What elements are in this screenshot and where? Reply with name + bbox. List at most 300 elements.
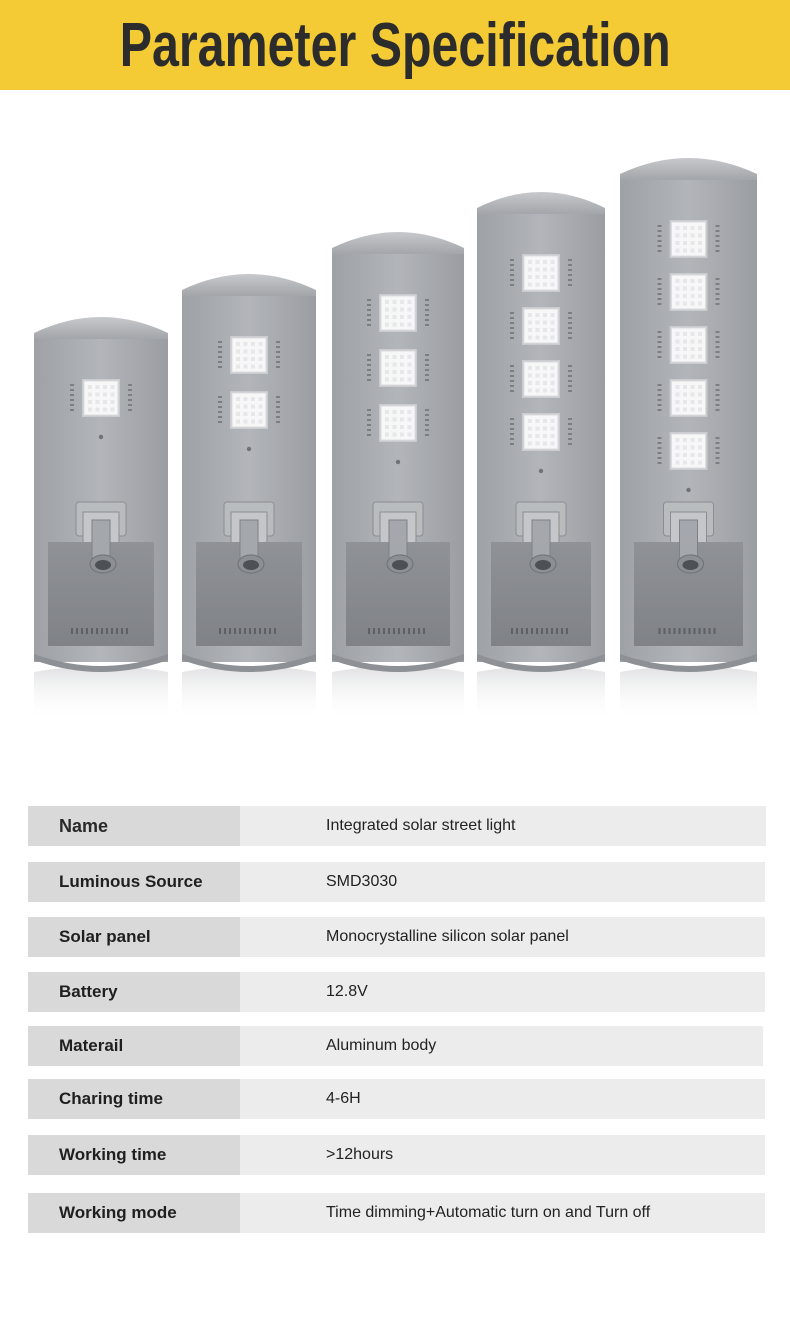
vent-slot xyxy=(658,399,662,401)
vent-slot xyxy=(716,250,720,252)
led-chip xyxy=(393,315,397,319)
led-chip xyxy=(536,427,540,431)
led-chip xyxy=(400,370,404,374)
vent-slot xyxy=(716,437,720,439)
box-vent xyxy=(674,628,676,634)
box-vent xyxy=(423,628,425,634)
led-chip xyxy=(536,313,540,317)
vent-slot xyxy=(510,418,514,420)
led-chip xyxy=(691,241,695,245)
product-image xyxy=(0,90,790,770)
vent-slot xyxy=(568,337,572,339)
light-reflection xyxy=(477,666,605,722)
vent-slot xyxy=(128,384,132,386)
vent-slot xyxy=(510,259,514,261)
vent-slot xyxy=(568,269,572,271)
vent-slot xyxy=(716,245,720,247)
vent-slot xyxy=(658,356,662,358)
vent-slot xyxy=(568,317,572,319)
led-chip xyxy=(698,226,702,230)
vent-slot xyxy=(510,380,514,382)
vent-slot xyxy=(716,409,720,411)
vent-slot xyxy=(128,389,132,391)
led-chip xyxy=(408,300,412,304)
led-chip xyxy=(536,374,540,378)
led-chip xyxy=(528,260,532,264)
vent-slot xyxy=(276,346,280,348)
vent-slot xyxy=(658,447,662,449)
vent-slot xyxy=(510,433,514,435)
led-chip xyxy=(536,260,540,264)
pole-socket xyxy=(532,520,550,558)
vent-slot xyxy=(510,312,514,314)
led-chip xyxy=(244,420,248,424)
pole-socket xyxy=(389,520,407,558)
led-chip xyxy=(528,374,532,378)
led-chip xyxy=(543,268,547,272)
led-chip xyxy=(88,393,92,397)
led-chip xyxy=(103,400,107,404)
led-chip xyxy=(683,385,687,389)
vent-slot xyxy=(218,421,222,423)
led-chip xyxy=(698,347,702,351)
sensor-dot xyxy=(247,447,251,451)
vent-slot xyxy=(568,418,572,420)
led-chip xyxy=(400,378,404,382)
led-chip xyxy=(528,381,532,385)
box-vent xyxy=(546,628,548,634)
vent-slot xyxy=(510,423,514,425)
led-chip xyxy=(408,308,412,312)
led-chip xyxy=(551,381,555,385)
box-vent xyxy=(408,628,410,634)
led-chip xyxy=(551,321,555,325)
led-chip xyxy=(698,461,702,465)
vent-slot xyxy=(568,259,572,261)
vent-slot xyxy=(716,283,720,285)
led-chip xyxy=(683,355,687,359)
led-chip xyxy=(551,268,555,272)
led-chip xyxy=(385,308,389,312)
led-chip xyxy=(683,234,687,238)
vent-slot xyxy=(658,288,662,290)
led-chip xyxy=(408,425,412,429)
vent-slot xyxy=(658,283,662,285)
led-chip xyxy=(236,412,240,416)
box-vent xyxy=(383,628,385,634)
vent-slot xyxy=(510,365,514,367)
led-chip xyxy=(676,249,680,253)
led-chip xyxy=(691,294,695,298)
vent-slot xyxy=(568,390,572,392)
vent-slot xyxy=(70,404,74,406)
led-chip xyxy=(244,350,248,354)
vent-slot xyxy=(367,414,371,416)
vent-slot xyxy=(425,434,429,436)
vent-slot xyxy=(425,364,429,366)
light-top-cap xyxy=(620,158,757,182)
light-top-cap xyxy=(332,232,464,256)
led-chip xyxy=(244,397,248,401)
vent-slot xyxy=(568,443,572,445)
box-vent xyxy=(76,628,78,634)
box-vent xyxy=(393,628,395,634)
spec-row-battery xyxy=(28,972,765,1012)
led-chip xyxy=(551,434,555,438)
vent-slot xyxy=(218,361,222,363)
led-chip xyxy=(691,347,695,351)
vent-slot xyxy=(367,314,371,316)
sensor-dot xyxy=(539,469,543,473)
vent-slot xyxy=(367,319,371,321)
led-chip xyxy=(408,418,412,422)
vent-slot xyxy=(658,384,662,386)
vent-slot xyxy=(568,423,572,425)
led-chip xyxy=(528,283,532,287)
led-chip xyxy=(408,378,412,382)
led-chip xyxy=(259,342,263,346)
spec-value: >12hours xyxy=(240,1135,765,1175)
spec-row-charging-time xyxy=(28,1079,765,1119)
led-chip xyxy=(676,400,680,404)
led-chip xyxy=(543,283,547,287)
led-chip xyxy=(528,313,532,317)
pole-socket-hole xyxy=(683,560,699,570)
box-vent xyxy=(378,628,380,634)
box-vent xyxy=(249,628,251,634)
led-chip xyxy=(259,412,263,416)
led-chip xyxy=(528,366,532,370)
vent-slot xyxy=(716,240,720,242)
led-chip xyxy=(385,425,389,429)
spec-label: Working time xyxy=(28,1135,240,1175)
box-vent xyxy=(511,628,513,634)
box-vent xyxy=(709,628,711,634)
led-chip xyxy=(236,405,240,409)
led-chip xyxy=(543,313,547,317)
pole-socket-hole xyxy=(392,560,408,570)
led-chip xyxy=(691,332,695,336)
box-vent xyxy=(664,628,666,634)
vent-slot xyxy=(716,230,720,232)
vent-slot xyxy=(128,394,132,396)
led-chip xyxy=(683,302,687,306)
spec-row-working-time xyxy=(28,1135,765,1175)
led-chip xyxy=(551,389,555,393)
led-chip xyxy=(259,405,263,409)
vent-slot xyxy=(367,409,371,411)
led-chip xyxy=(551,283,555,287)
pole-socket-hole xyxy=(95,560,111,570)
street-light-4 xyxy=(477,192,605,722)
spec-label: Solar panel xyxy=(28,917,240,957)
vent-slot xyxy=(658,394,662,396)
vent-slot xyxy=(367,359,371,361)
box-vent xyxy=(679,628,681,634)
led-chip xyxy=(251,350,255,354)
vent-slot xyxy=(425,314,429,316)
vent-slot xyxy=(276,351,280,353)
vent-slot xyxy=(218,346,222,348)
vent-slot xyxy=(658,225,662,227)
vent-slot xyxy=(716,394,720,396)
vent-slot xyxy=(658,462,662,464)
vent-slot xyxy=(276,396,280,398)
led-chip xyxy=(698,241,702,245)
box-vent xyxy=(106,628,108,634)
box-vent xyxy=(224,628,226,634)
led-chip xyxy=(536,336,540,340)
led-chip xyxy=(385,355,389,359)
led-chip xyxy=(543,260,547,264)
vent-slot xyxy=(218,411,222,413)
vent-slot xyxy=(716,235,720,237)
vent-slot xyxy=(716,288,720,290)
light-reflection xyxy=(34,666,168,722)
vent-slot xyxy=(425,359,429,361)
spec-value: Aluminum body xyxy=(240,1026,763,1066)
box-vent xyxy=(368,628,370,634)
box-vent xyxy=(551,628,553,634)
led-chip xyxy=(676,241,680,245)
led-chip xyxy=(551,275,555,279)
led-chip xyxy=(259,397,263,401)
led-chip xyxy=(683,287,687,291)
led-chip xyxy=(385,370,389,374)
led-chip xyxy=(543,374,547,378)
spec-row-solar-panel xyxy=(28,917,765,957)
led-chip xyxy=(683,393,687,397)
led-chip xyxy=(400,315,404,319)
vent-slot xyxy=(218,341,222,343)
box-vent xyxy=(541,628,543,634)
led-chip xyxy=(698,234,702,238)
vent-slot xyxy=(510,322,514,324)
led-chip xyxy=(408,315,412,319)
led-chip xyxy=(543,427,547,431)
vent-slot xyxy=(425,319,429,321)
vent-slot xyxy=(425,354,429,356)
vent-slot xyxy=(716,457,720,459)
box-vent xyxy=(244,628,246,634)
led-chip xyxy=(691,226,695,230)
led-chip xyxy=(251,405,255,409)
led-chip xyxy=(111,400,115,404)
led-chip xyxy=(259,350,263,354)
led-chip xyxy=(676,408,680,412)
light-top-cap xyxy=(182,274,316,298)
vent-slot xyxy=(425,424,429,426)
led-chip xyxy=(698,400,702,404)
box-vent xyxy=(229,628,231,634)
led-chip xyxy=(551,427,555,431)
vent-slot xyxy=(218,351,222,353)
vent-slot xyxy=(425,429,429,431)
led-chip xyxy=(698,355,702,359)
led-chip xyxy=(536,268,540,272)
box-vent xyxy=(91,628,93,634)
led-chip xyxy=(244,342,248,346)
led-chip xyxy=(683,347,687,351)
led-chip xyxy=(408,355,412,359)
box-vent xyxy=(388,628,390,634)
pole-socket xyxy=(680,520,698,558)
vent-slot xyxy=(568,370,572,372)
vent-slot xyxy=(658,278,662,280)
vent-slot xyxy=(658,351,662,353)
box-vent xyxy=(259,628,261,634)
vent-slot xyxy=(70,394,74,396)
box-vent xyxy=(699,628,701,634)
led-chip xyxy=(676,453,680,457)
box-vent xyxy=(111,628,113,634)
spec-row-working-mode xyxy=(28,1193,765,1233)
vent-slot xyxy=(568,438,572,440)
vent-slot xyxy=(425,374,429,376)
led-chip xyxy=(691,393,695,397)
vent-slot xyxy=(510,269,514,271)
vent-slot xyxy=(716,356,720,358)
box-vent xyxy=(116,628,118,634)
vent-slot xyxy=(425,419,429,421)
led-chip xyxy=(96,393,100,397)
vent-slot xyxy=(510,332,514,334)
led-chip xyxy=(543,434,547,438)
led-chip xyxy=(698,453,702,457)
light-reflection xyxy=(620,666,757,722)
sensor-dot xyxy=(686,488,690,492)
box-vent xyxy=(403,628,405,634)
box-vent xyxy=(101,628,103,634)
spec-label: Battery xyxy=(28,972,240,1012)
vent-slot xyxy=(716,462,720,464)
vent-slot xyxy=(568,428,572,430)
box-vent xyxy=(694,628,696,634)
vent-slot xyxy=(367,304,371,306)
vent-slot xyxy=(367,429,371,431)
vent-slot xyxy=(367,369,371,371)
vent-slot xyxy=(276,406,280,408)
led-chip xyxy=(408,363,412,367)
sensor-dot xyxy=(396,460,400,464)
vent-slot xyxy=(568,279,572,281)
vent-slot xyxy=(70,409,74,411)
led-chip xyxy=(393,363,397,367)
vent-slot xyxy=(510,317,514,319)
vent-slot xyxy=(367,354,371,356)
box-vent xyxy=(566,628,568,634)
vent-slot xyxy=(568,433,572,435)
vent-slot xyxy=(510,390,514,392)
led-chip xyxy=(408,370,412,374)
spec-value: Integrated solar street light xyxy=(240,806,766,846)
spec-value: Monocrystalline silicon solar panel xyxy=(240,917,765,957)
box-vent xyxy=(669,628,671,634)
led-chip xyxy=(676,302,680,306)
box-vent xyxy=(373,628,375,634)
led-chip xyxy=(103,393,107,397)
vent-slot xyxy=(658,293,662,295)
led-chip xyxy=(536,321,540,325)
led-chip xyxy=(698,287,702,291)
led-chip xyxy=(385,363,389,367)
led-chip xyxy=(691,438,695,442)
led-chip xyxy=(251,420,255,424)
led-chip xyxy=(528,275,532,279)
led-chip xyxy=(676,279,680,283)
led-chip xyxy=(400,433,404,437)
vent-slot xyxy=(425,304,429,306)
led-chip xyxy=(676,340,680,344)
led-chip xyxy=(393,410,397,414)
led-chip xyxy=(88,400,92,404)
vent-slot xyxy=(510,337,514,339)
led-chip xyxy=(698,393,702,397)
led-chip xyxy=(96,385,100,389)
vent-slot xyxy=(276,366,280,368)
vent-slot xyxy=(568,380,572,382)
spec-label: Charing time xyxy=(28,1079,240,1119)
vent-slot xyxy=(70,384,74,386)
vent-slot xyxy=(658,245,662,247)
led-chip xyxy=(96,400,100,404)
led-chip xyxy=(543,419,547,423)
box-vent xyxy=(234,628,236,634)
led-chip xyxy=(691,279,695,283)
led-chip xyxy=(683,408,687,412)
street-light-5 xyxy=(620,158,757,722)
vent-slot xyxy=(276,341,280,343)
led-chip xyxy=(676,461,680,465)
vent-slot xyxy=(510,385,514,387)
vent-slot xyxy=(568,365,572,367)
vent-slot xyxy=(510,443,514,445)
vent-slot xyxy=(568,385,572,387)
led-chip xyxy=(528,389,532,393)
led-chip xyxy=(543,275,547,279)
box-vent xyxy=(531,628,533,634)
box-vent xyxy=(274,628,276,634)
led-chip xyxy=(393,323,397,327)
led-chip xyxy=(683,241,687,245)
vent-slot xyxy=(658,298,662,300)
vent-slot xyxy=(367,419,371,421)
vent-slot xyxy=(716,346,720,348)
box-vent xyxy=(689,628,691,634)
vent-slot xyxy=(658,457,662,459)
vent-slot xyxy=(716,336,720,338)
led-chip xyxy=(528,321,532,325)
led-chip xyxy=(400,300,404,304)
led-chip xyxy=(676,355,680,359)
box-vent xyxy=(714,628,716,634)
vent-slot xyxy=(658,437,662,439)
led-chip xyxy=(676,234,680,238)
led-chip xyxy=(683,332,687,336)
spec-value: 12.8V xyxy=(240,972,765,1012)
led-chip xyxy=(698,446,702,450)
led-chip xyxy=(244,405,248,409)
led-chip xyxy=(385,433,389,437)
led-chip xyxy=(88,408,92,412)
box-vent xyxy=(121,628,123,634)
led-chip xyxy=(536,328,540,332)
pole-socket-hole xyxy=(535,560,551,570)
sensor-dot xyxy=(99,435,103,439)
led-chip xyxy=(683,453,687,457)
vent-slot xyxy=(276,421,280,423)
led-chip xyxy=(236,397,240,401)
